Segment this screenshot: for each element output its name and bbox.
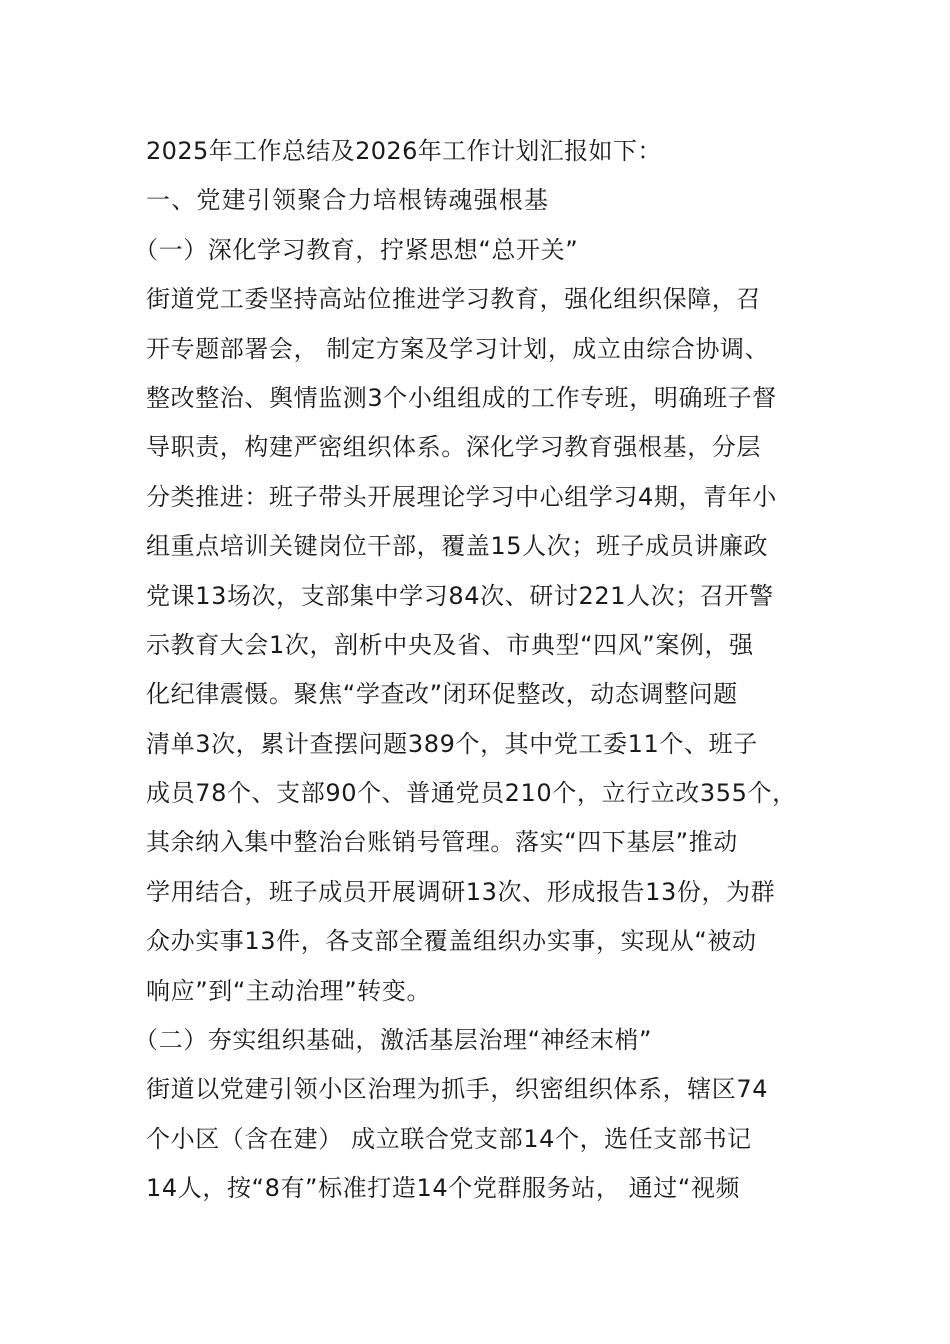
intro-line: 2025年工作总结及2026年工作计划汇报如下： xyxy=(146,137,662,165)
paragraph-line: 其余纳入集中整治台账销号管理。落实“四下基层”推动 xyxy=(146,828,738,857)
paragraph xyxy=(146,1065,826,1213)
paragraph-line: 化纪律震慑。聚焦“学查改”闭环促整改，动态调整问题 xyxy=(146,680,738,709)
paragraph-line: 街道党工委坚持高站位推进学习教育，强化组织保障，召 xyxy=(146,285,761,314)
paragraph-line: 党课13场次，支部集中学习84次、研讨221人次；召开警 xyxy=(146,581,774,610)
paragraph-line: 整改整治、舆情监测3个小组组成的工作专班，明确班子督 xyxy=(146,383,777,412)
paragraph-line: 学用结合，班子成员开展调研13次、形成报告13份，为群 xyxy=(146,877,776,906)
paragraph xyxy=(146,275,826,1016)
paragraph-line: 组重点培训关键岗位干部，覆盖15人次；班子成员讲廉政 xyxy=(146,532,769,561)
paragraph-line: 开专题部署会， 制定方案及学习计划，成立由综合协调、 xyxy=(146,334,770,363)
subsection-heading: （一）深化学习教育，拧紧思想“总开关” xyxy=(134,235,579,264)
document-body xyxy=(134,127,826,1214)
paragraph-line: 导职责，构建严密组织体系。深化学习教育强根基，分层 xyxy=(146,433,761,462)
paragraph-line: 示教育大会1次，剖析中央及省、市典型“四风”案例，强 xyxy=(146,630,754,659)
section-heading: 一、党建引领聚合力培根铸魂强根基 xyxy=(146,186,550,215)
paragraph-line: 街道以党建引领小区治理为抓手，织密组织体系，辖区74 xyxy=(146,1075,769,1104)
subsection-heading: （二）夯实组织基础，激活基层治理“神经末梢” xyxy=(134,1026,653,1055)
paragraph-line: 清单3次，累计查摆问题389个，其中党工委11个、班子 xyxy=(146,729,758,758)
paragraph-line: 分类推进：班子带头开展理论学习中心组学习4期，青年小 xyxy=(146,482,777,511)
paragraph-line: 成员78个、支部90个、普通党员210个，立行立改355个， xyxy=(146,779,797,808)
paragraph-line: 个小区（含在建） 成立联合党支部14个，选任支部书记 xyxy=(146,1124,752,1153)
paragraph-line: 14人，按“8有”标准打造14个党群服务站， 通过“视频 xyxy=(146,1174,741,1203)
paragraph-line: 响应”到“主动治理”转变。 xyxy=(146,976,432,1005)
paragraph-line: 众办实事13件，各支部全覆盖组织办实事，实现从“被动 xyxy=(146,927,757,956)
